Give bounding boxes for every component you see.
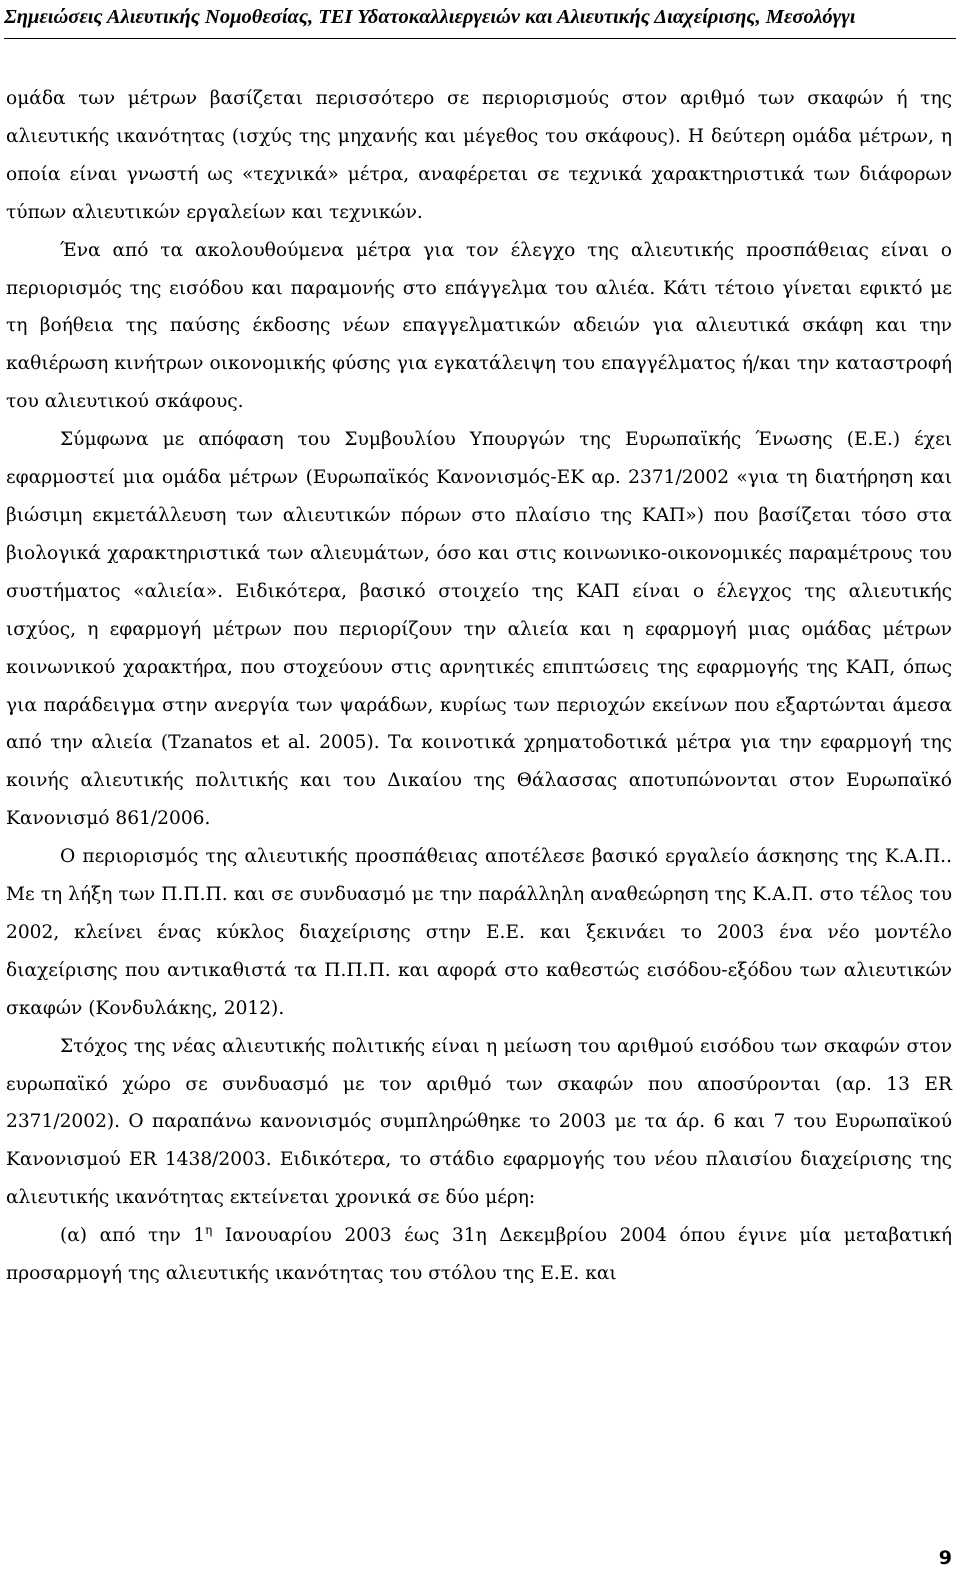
body-text	[6, 80, 952, 1293]
list-item-a-rest: Ιανουαρίου 2003 έως 31η Δεκεμβρίου 2004 όπου έγινε μία μεταβατική προσαρμογή της αλιευτικής ικανότητας του στόλου της Ε.Ε. και	[6, 1225, 952, 1285]
paragraph-5: Στόχος της νέας αλιευτικής πολιτικής είναι η μείωση του αριθμού εισόδου των σκαφών στον ευρωπαϊκό χώρο σε συνδυασμό με τον αριθμό των σκαφών που αποσύρονται (αρ. 13 ER 2371/2002). Ο παραπάνω κανονισμός συμπληρώθηκε το 2003 με τα άρ. 6 και 7 του Ευρωπαϊκού Κανονισμού ER 1438/2003. Ειδικότερα, το στάδιο εφαρμογής του νέου πλαισίου διαχείρισης της αλιευτικής ικανότητας εκτείνεται χρονικά σε δύο μέρη:	[6, 1035, 952, 1209]
paragraph-3: Σύμφωνα με απόφαση του Συμβουλίου Υπουργών της Ευρωπαϊκής Ένωσης (Ε.Ε.) έχει εφαρμοστεί μια ομάδα μέτρων (Ευρωπαϊκός Κανονισμός-ΕΚ αρ. 2371/2002 «για τη διατήρηση και βιώσιμη εκμετάλλευση των αλιευτικών πόρων στο πλαίσιο της ΚΑΠ») που βασίζεται τόσο στα βιολογικά χαρακτηριστικά των αλιευμάτων, όσο και στις κοινωνικο-οικονομικές παραμέτρους του συστήματος «αλιεία». Ειδικότερα, βασικό στοιχείο της ΚΑΠ είναι ο έλεγχος της αλιευτικής ισχύος, η εφαρμογή μέτρων που περιορίζουν την αλιεία και η εφαρμογή μιας ομάδας μέτρων κοινωνικού χαρακτήρα, που στοχεύουν στις αρνητικές επιπτώσεις της εφαρμογής της ΚΑΠ, όπως για παράδειγμα στην ανεργία των ψαράδων, κυρίως των περιοχών εκείνων που εξαρτώνται άμεσα από την αλιεία (Tzanatos et al. 2005). Τα κοινοτικά χρηματοδοτικά μέτρα για την εφαρμογή της κοινής αλιευτικής πολιτικής και του Δικαίου της Θάλασσας αποτυπώνονται στον Ευρωπαϊκό Κανονισμό 861/2006.	[6, 429, 952, 830]
running-header: Σημειώσεις Αλιευτικής Νομοθεσίας, ΤΕΙ Υδατοκαλλιεργειών και Αλιευτικής Διαχείρισης, Μεσολόγγι	[4, 6, 856, 28]
header-rule	[4, 38, 956, 39]
ordinal-superscript: η	[205, 1223, 213, 1238]
paragraph-4: Ο περιορισμός της αλιευτικής προσπάθειας αποτέλεσε βασικό εργαλείο άσκησης της Κ.Α.Π.. Με τη λήξη των Π.Π.Π. και σε συνδυασμό με την παράλληλη αναθεώρηση της Κ.Α.Π. στο τέλος του 2002, κλείνει ένας κύκλος διαχείρισης στην Ε.Ε. και ξεκινάει το 2003 ένα νέο μοντέλο διαχείρισης που αντικαθιστά τα Π.Π.Π. και αφορά στο καθεστώς εισόδου-εξόδου των αλιευτικών σκαφών (Κονδυλάκης, 2012).	[6, 846, 952, 1019]
list-item-a	[6, 1217, 952, 1293]
page-number: 9	[938, 1547, 952, 1569]
paragraph-2: Ένα από τα ακολουθούμενα μέτρα για τον έλεγχο της αλιευτικής προσπάθειας είναι ο περιορισμός της εισόδου και παραμονής στο επάγγελμα του αλιέα. Κάτι τέτοιο γίνεται εφικτό με τη βοήθεια της παύσης έκδοσης νέων επαγγελματικών αδειών για αλιευτικά σκάφη και την καθιέρωση κινήτρων οικονομικής φύσης για εγκατάλειψη του επαγγέλματος ή/και την καταστροφή του αλιευτικού σκάφους.	[6, 239, 952, 413]
paragraph-1: ομάδα των μέτρων βασίζεται περισσότερο σε περιορισμούς στον αριθμό των σκαφών ή της αλιευτικής ικανότητας (ισχύς της μηχανής και μέγεθος του σκάφους). Η δεύτερη ομάδα μέτρων, η οποία είναι γνωστή ως «τεχνικά» μέτρα, αναφέρεται σε τεχνικά χαρακτηριστικά των διάφορων τύπων αλιευτικών εργαλείων και τεχνικών.	[6, 88, 952, 223]
list-item-a-start: (α) από την 1	[60, 1225, 206, 1247]
